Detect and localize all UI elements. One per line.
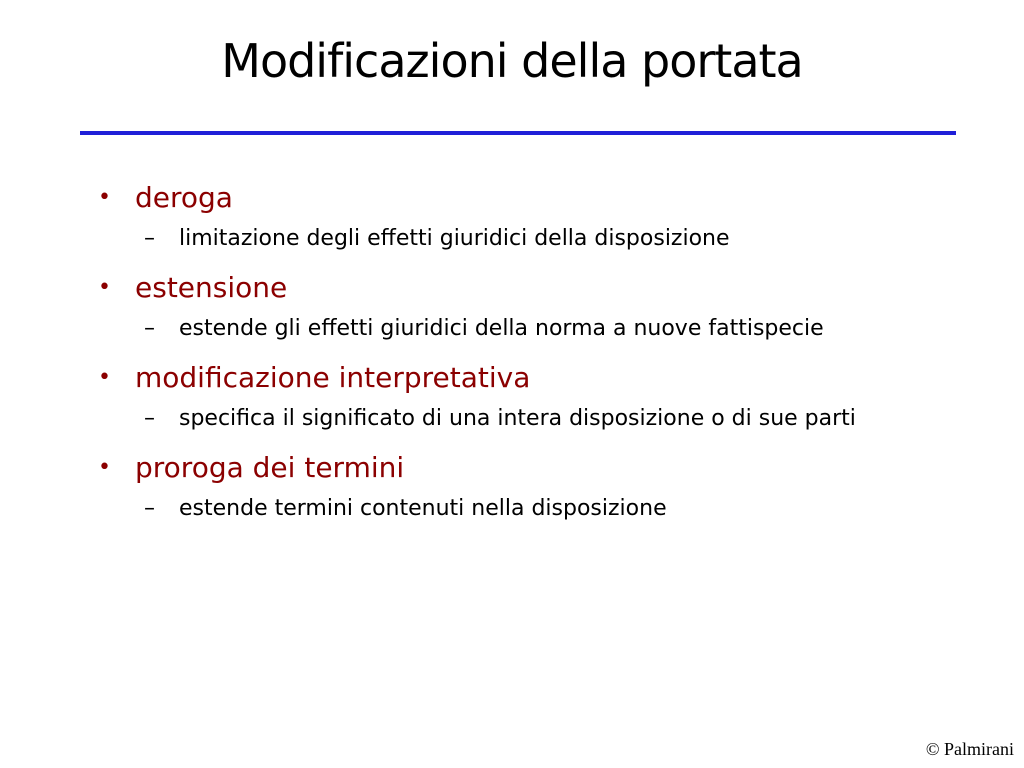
sub-item-label: specifica il significato di una intera disposizione o di sue parti bbox=[179, 406, 856, 431]
dash-icon: – bbox=[144, 406, 155, 431]
list-item bbox=[98, 266, 998, 356]
item-label: modificazione interpretativa bbox=[135, 361, 531, 394]
bullet-icon: • bbox=[98, 365, 111, 390]
bullet-icon: • bbox=[98, 185, 111, 210]
list-item bbox=[98, 176, 998, 266]
item-label: deroga bbox=[135, 181, 233, 214]
list-item bbox=[98, 446, 998, 536]
bullet-list bbox=[98, 176, 998, 536]
bullet-icon: • bbox=[98, 455, 111, 480]
list-item bbox=[98, 356, 998, 446]
item-label: estensione bbox=[135, 271, 288, 304]
bullet-icon: • bbox=[98, 275, 111, 300]
dash-icon: – bbox=[144, 226, 155, 251]
sub-item-label: estende gli effetti giuridici della norma a nuove fattispecie bbox=[179, 316, 824, 341]
dash-icon: – bbox=[144, 496, 155, 521]
copyright-footer: © Palmirani bbox=[925, 739, 1014, 759]
sub-item-label: limitazione degli effetti giuridici della disposizione bbox=[179, 226, 730, 251]
title-rule bbox=[80, 131, 956, 135]
dash-icon: – bbox=[144, 316, 155, 341]
sub-item-label: estende termini contenuti nella disposizione bbox=[179, 496, 667, 521]
slide-title: Modificazioni della portata bbox=[221, 34, 803, 88]
item-label: proroga dei termini bbox=[135, 451, 405, 484]
